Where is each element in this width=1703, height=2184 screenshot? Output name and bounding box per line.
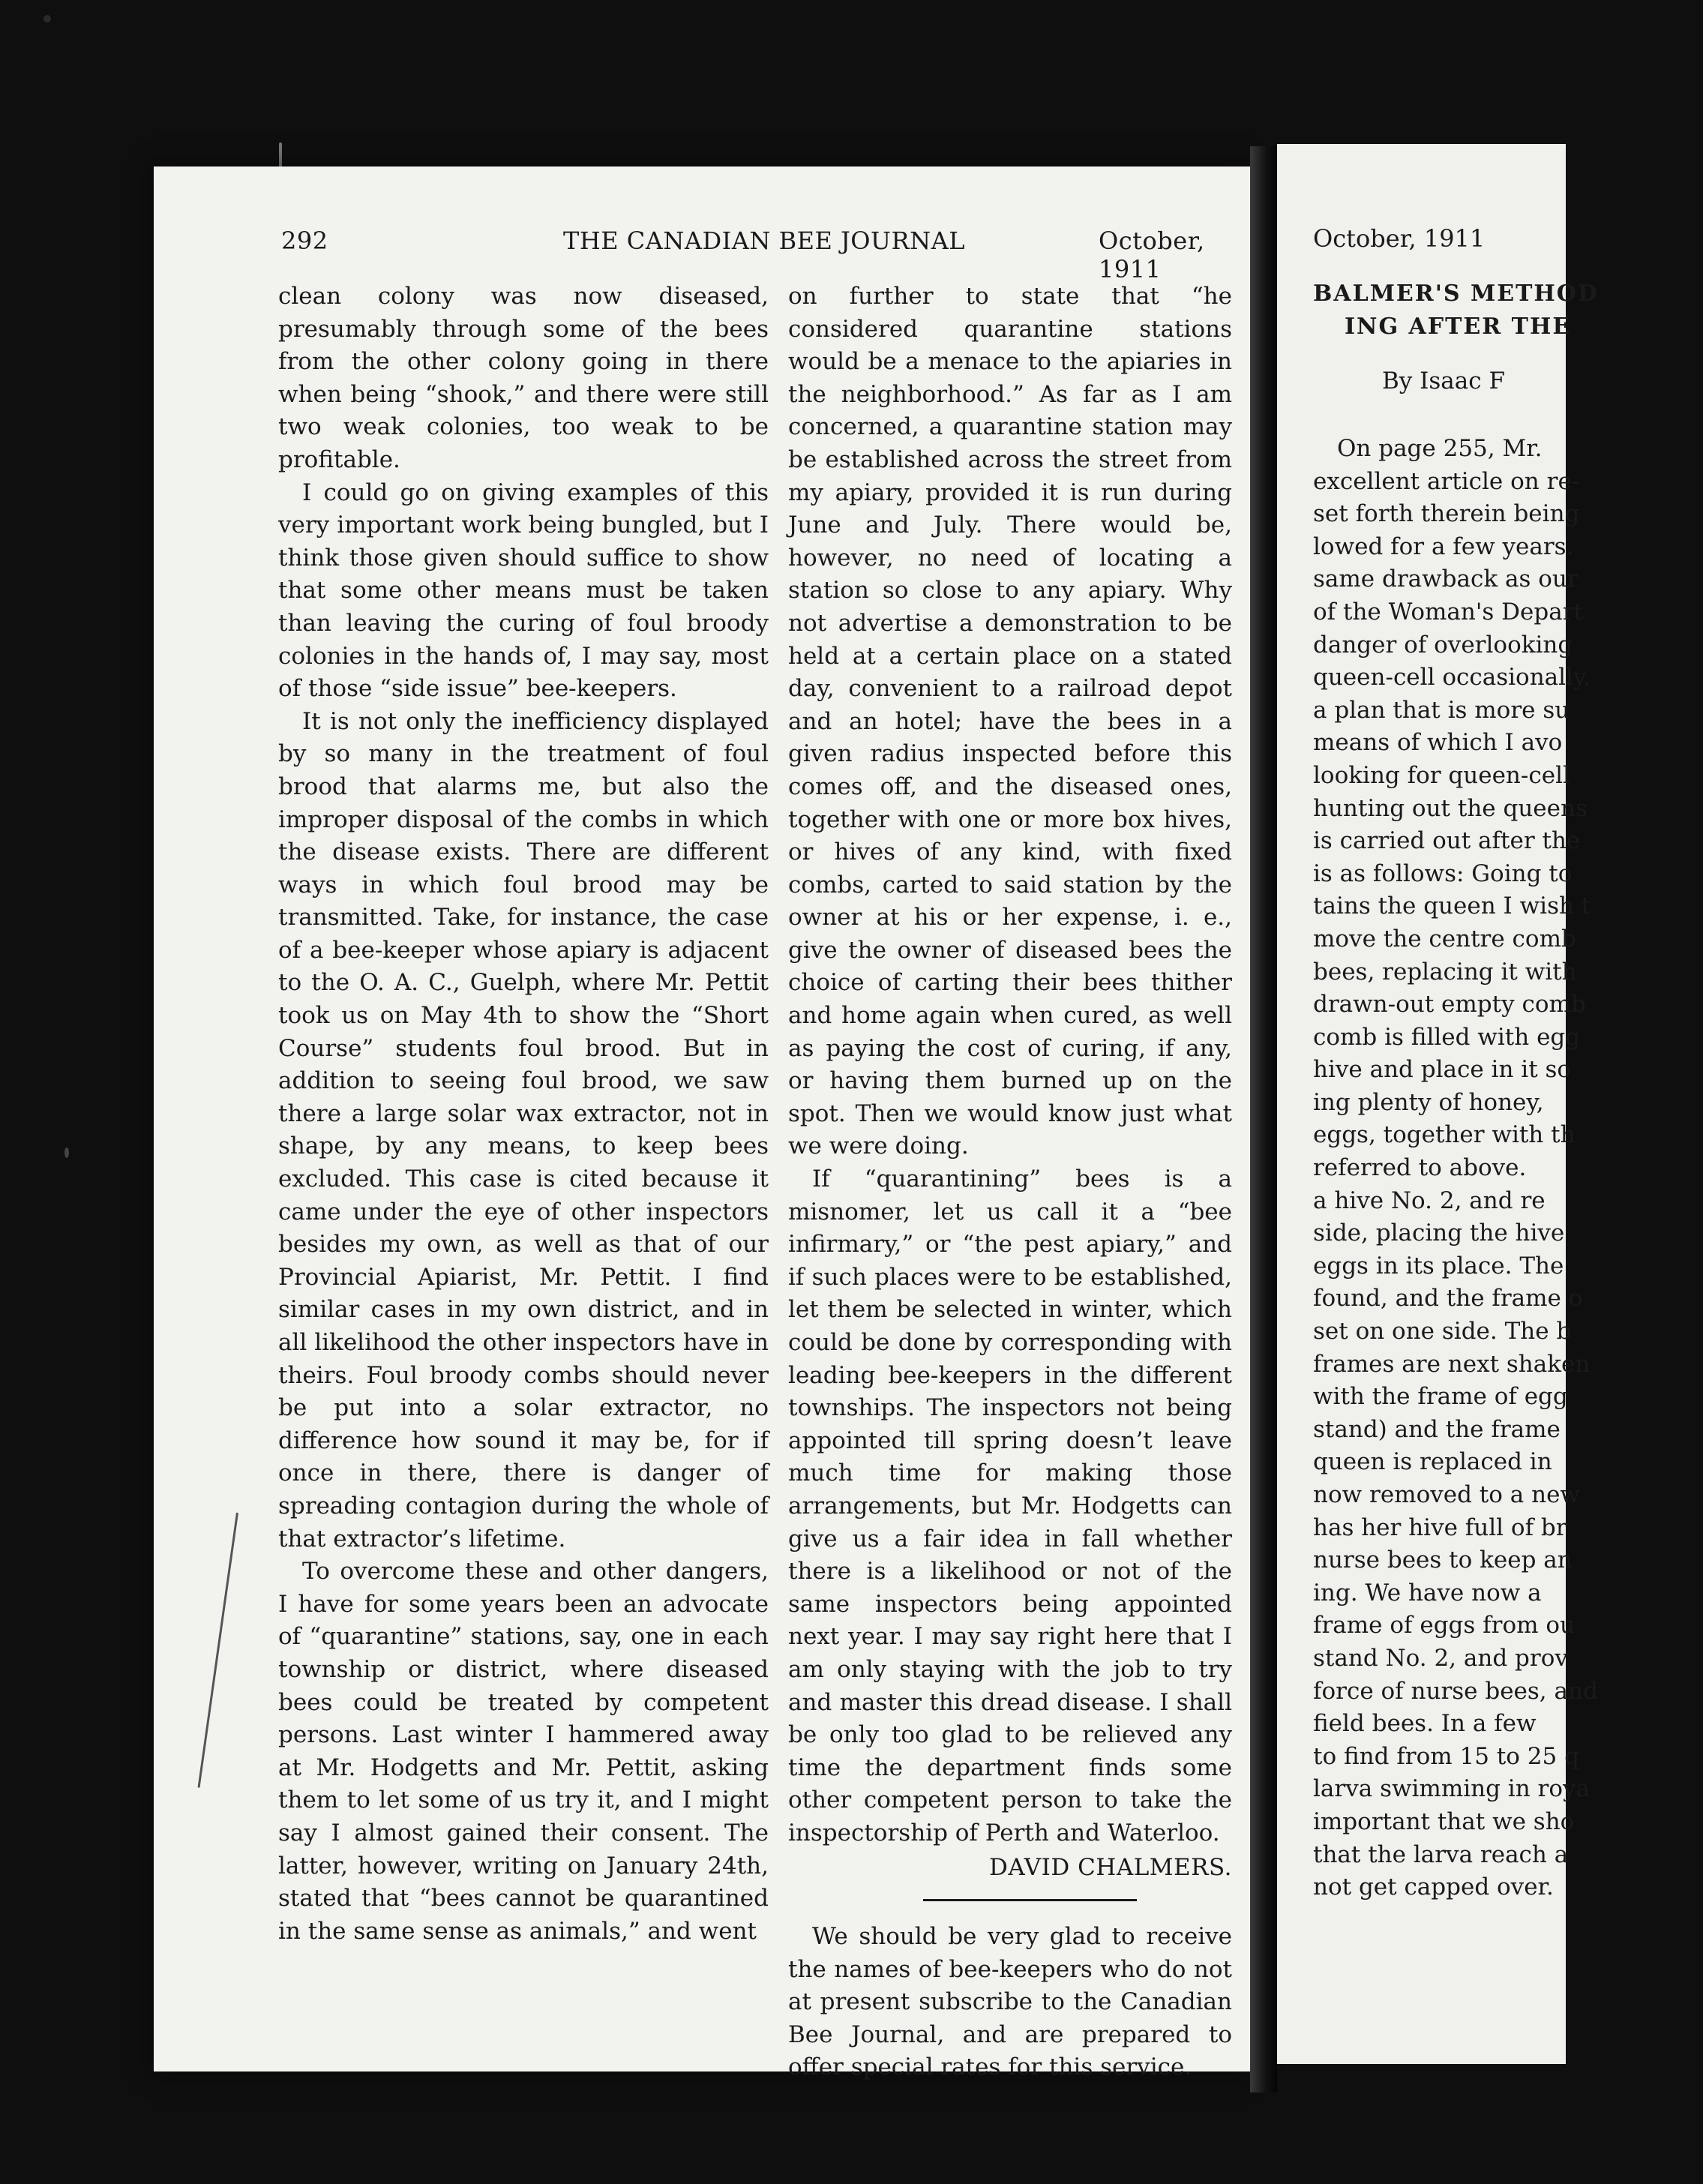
- text-line: important that we sho: [1313, 1808, 1575, 1835]
- right-page: [1277, 144, 1599, 2064]
- text-line: queen-cell occasionally.: [1313, 664, 1591, 692]
- text-line: eggs in its place. The: [1313, 1252, 1564, 1280]
- scan-speck: [279, 142, 282, 170]
- text-line: eggs, together with th: [1313, 1121, 1576, 1149]
- text-line: force of nurse bees, and: [1313, 1677, 1598, 1705]
- subscription-note: We should be very glad to receive the names of bee-keepers who do not at present subscribe to the Canadian Bee Journal, and are prepared to offer special rates for this service.: [788, 1923, 1232, 2081]
- text-line: side, placing the hive: [1313, 1220, 1565, 1247]
- text-line: field bees. In a few: [1313, 1710, 1537, 1738]
- text-line: same drawback as our: [1313, 566, 1579, 593]
- title-line: ING AFTER THE: [1345, 314, 1572, 340]
- text-line: lowed for a few years.: [1313, 532, 1574, 560]
- text-line: not get capped over.: [1313, 1874, 1554, 1901]
- text-line: to find from 15 to 25 q: [1313, 1742, 1579, 1770]
- paragraph: on further to state that “he considered quarantine stations would be a menace to the apiaries in the neighborhood.” As far as I am concerned, a quarantine station may be established across the street from my apiary, provided it is run during June and July. There would be, however, no need of locating a station so close to any apiary. Why not advertise a demonstration to be held at a certain place on a stated day, convenient to a railroad depot and an hotel; have the bees in a given radius inspected before this comes off, and the diseased ones, together with one or more box hives, or hives of any kind, with fixed combs, carted to said station by the owner at his or her expense, i. e., give the owner of diseased bees the choice of carting their bees thither and home again when cured, as well as paying the cost of curing, if any, or having them burned up on the spot. Then we would know just what we were doing.: [788, 283, 1232, 1160]
- text-line: stand) and the frame: [1313, 1415, 1561, 1443]
- scan-speck: [64, 1148, 69, 1158]
- text-column-middle: [788, 280, 1232, 2084]
- text-line: now removed to a new: [1313, 1481, 1580, 1508]
- text-column-right: [1313, 433, 1703, 1904]
- text-line: of the Woman's Depart: [1313, 598, 1583, 626]
- paragraph: If “quarantining” bees is a misnomer, let us call it a “bee infirmary,” or “the pest apiary,” and if such places were to be established, let them be selected in winter, which could be done by corresponding with leading bee-keepers in the different townships. The inspectors not being appointed till spring doesn’t leave much time for making those arrangements, but Mr. Hodgetts can give us a fair idea in fall whether there is a likelihood or not of the same inspectors being appointed next year. I may say right here that I am only staying with the job to try and master this dread disease. I shall be only too glad to be relieved any time the department finds some other competent person to take the inspectorship of Perth and Waterloo.: [788, 1166, 1232, 1846]
- author-signature: DAVID CHALMERS.: [989, 1853, 1232, 1881]
- paragraph: clean colony was now diseased, presumably through some of the bees from the other colony going in there when being “shook,” and there were still two weak colonies, too weak to be profitable.: [278, 283, 769, 473]
- text-line: queen is replaced in: [1313, 1448, 1552, 1476]
- text-line: frames are next shaken: [1313, 1350, 1591, 1378]
- paragraph: To overcome these and other dangers, I have for some years been an advocate of “quarantine” stations, say, one in each township or district, where diseased bees could be treated by competent persons. Last winter I hammered away at Mr. Hodgetts and Mr. Pettit, asking them to let some of us try it, and I might say I almost gained their consent. The latter, however, writing on January 24th, stated that “bees cannot be quarantined in the same sense as animals,” and went: [278, 1558, 769, 1945]
- text-line: move the centre comb: [1313, 925, 1576, 952]
- text-line: found, and the frame o: [1313, 1285, 1583, 1312]
- text-line: On page 255, Mr.: [1337, 435, 1543, 462]
- text-line: hunting out the queens: [1313, 794, 1588, 822]
- page-number: 292: [281, 226, 328, 255]
- text-line: that the larva reach a: [1313, 1840, 1569, 1868]
- journal-title: THE CANADIAN BEE JOURNAL: [563, 226, 965, 255]
- text-line: set forth therein being: [1313, 500, 1580, 528]
- text-line: ing. We have now a: [1313, 1579, 1542, 1606]
- text-line: means of which I avo: [1313, 729, 1563, 757]
- text-line: referred to above.: [1313, 1154, 1527, 1182]
- text-line: hive and place in it so: [1313, 1056, 1572, 1084]
- text-line: nurse bees to keep an: [1313, 1546, 1573, 1574]
- text-column-left: [278, 280, 769, 1948]
- text-line: looking for queen-cell: [1313, 761, 1570, 789]
- text-line: excellent article on re-: [1313, 467, 1580, 495]
- text-line: is carried out after the: [1313, 827, 1581, 855]
- margin-pencil-mark: [198, 1513, 238, 1788]
- text-line: larva swimming in roya: [1313, 1775, 1591, 1803]
- left-page: [154, 166, 1250, 2081]
- issue-date: October, 1911: [1313, 224, 1486, 253]
- paragraph: It is not only the inefficiency displayed by so many in the treatment of foul brood that alarms me, but also the improper disposal of the combs in which the disease exists. There are different ways in which foul brood may be transmitted. Take, for instance, the case of a bee-keeper whose apiary is adjacent to the O. A. C., Guelph, where Mr. Pettit took us on May 4th to show the “Short Course” students foul brood. But in addition to seeing foul brood, we saw there a large solar wax extractor, not in shape, by any means, to keep bees excluded. This case is cited because it came under the eye of other inspectors besides my own, as well as that of our Provincial Apiarist, Mr. Pettit. I find similar cases in my own district, and in all likelihood the other inspectors have in theirs. Foul broody combs should never be put into a solar extractor, no difference how sound it may be, for if once in there, there is danger of spreading contagion during the whole of that extractor’s lifetime.: [278, 707, 769, 1552]
- text-line: ing plenty of honey,: [1313, 1088, 1544, 1116]
- text-line: set on one side. The b: [1313, 1318, 1572, 1346]
- book-gutter: [1250, 146, 1277, 2092]
- title-line: BALMER'S METHOD: [1313, 280, 1599, 307]
- text-line: danger of overlooking: [1313, 631, 1573, 658]
- text-line: drawn-out empty comb: [1313, 991, 1586, 1018]
- text-line: is as follows: Going to: [1313, 860, 1573, 887]
- text-line: stand No. 2, and prov: [1313, 1644, 1568, 1672]
- text-line: bees, replacing it with: [1313, 958, 1577, 986]
- divider-rule: [923, 1899, 1137, 1901]
- issue-date: October, 1911: [1099, 226, 1205, 284]
- text-line: comb is filled with egg: [1313, 1023, 1581, 1051]
- text-line: with the frame of egg: [1313, 1383, 1568, 1411]
- scan-speck: [43, 15, 51, 22]
- paragraph: I could go on giving examples of this very important work being bungled, but I think those given should suffice to show that some other means must be taken than leaving the curing of foul broody colonies in the hands of, I may say, most of those “side issue” bee-keepers.: [278, 478, 769, 703]
- text-line: a hive No. 2, and re: [1313, 1186, 1546, 1214]
- article-title: [1313, 278, 1688, 344]
- text-line: frame of eggs from ou: [1313, 1612, 1575, 1640]
- text-line: has her hive full of br: [1313, 1514, 1567, 1541]
- text-line: a plan that is more su: [1313, 696, 1570, 724]
- text-line: tains the queen I wish t: [1313, 892, 1591, 920]
- byline: By Isaac F: [1382, 368, 1505, 394]
